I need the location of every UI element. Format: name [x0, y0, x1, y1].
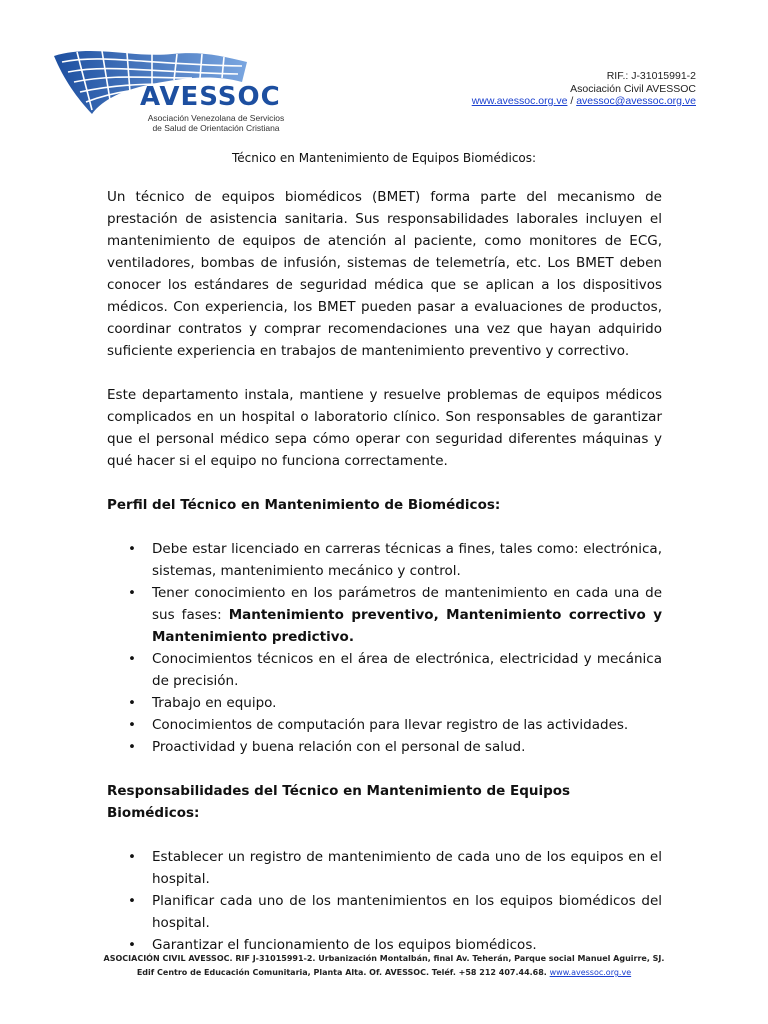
paragraph-intro: Un técnico de equipos biomédicos (BMET) forma parte del mecanismo de prestación de asistencia sanitaria. Sus responsabilidades laborales incluyen el mantenimiento de equipos de atención al paciente, como monitores de ECG, ventiladores, bombas de infusión, sistemas de telemetría, etc. Los BMET deben conocer los estándares de seguridad médica que se aplican a los dispositivos médicos. Con experiencia, los BMET pueden pasar a evaluaciones de productos, coordinar contratos y comprar recomendaciones una vez que hayan adquirido suficiente experiencia en trabajos de mantenimiento preventivo y correctivo.: [107, 189, 662, 359]
header-contact: [472, 70, 696, 108]
org-name: Asociación Civil AVESSOC: [570, 82, 696, 95]
website-link[interactable]: www.avessoc.org.ve: [471, 95, 568, 107]
list-item: • Conocimientos de computación para llevar registro de las actividades.: [152, 714, 662, 736]
list-item-bold-text: Mantenimiento preventivo, Mantenimiento correctivo y Mantenimiento predictivo.: [152, 607, 663, 645]
list-item: [152, 582, 662, 648]
paragraph-department: Este departamento instala, mantiene y resuelve problemas de equipos médicos complicados en un hospital o laboratorio clínico. Son responsables de garantizar que el personal médico sepa cómo operar con seguridad diferentes máquinas y qué hacer si el equipo no funciona correctamente.: [107, 387, 662, 469]
logo-subtitle: Asociación Venezolana de Servicios de Salud de Orientación Cristiana: [147, 113, 285, 133]
list-item: • Planificar cada uno de los mantenimientos en los equipos biomédicos del hospital.: [152, 890, 662, 934]
responsibilities-list: [107, 846, 662, 956]
list-item: • Conocimientos técnicos en el área de electrónica, electricidad y mecánica de precisión.: [152, 648, 662, 692]
list-item: • Proactividad y buena relación con el personal de salud.: [152, 736, 662, 758]
profile-list: [107, 538, 662, 758]
responsibilities-heading: Responsabilidades del Técnico en Mantenimiento de Equipos Biomédicos:: [107, 783, 571, 821]
logo-brand-text: AVESSOC: [140, 82, 281, 112]
avessoc-logo: [52, 48, 287, 140]
email-link[interactable]: avessoc@avessoc.org.ve: [576, 95, 696, 107]
document-title: Técnico en Mantenimiento de Equipos Biomédicos:: [231, 151, 537, 165]
list-item-text: Tener conocimiento en los parámetros de mantenimiento en cada una de sus fases:: [152, 585, 662, 623]
list-item: • Trabajo en equipo.: [152, 692, 662, 714]
footer-line-2: [0, 966, 768, 980]
rif-text: RIF.: J-31015991-2: [606, 70, 696, 82]
list-item: • Debe estar licenciado en carreras técnicas a fines, tales como: electrónica, sistemas, mantenimiento mecánico y control.: [152, 538, 662, 582]
footer-address: Edif Centro de Educación Comunitaria, Planta Alta. Of. AVESSOC. Teléf. +58 212 407.44.68.: [136, 968, 550, 977]
profile-heading: Perfil del Técnico en Mantenimiento de Biomédicos:: [107, 497, 501, 513]
link-separator: /: [567, 95, 577, 107]
footer-website-link[interactable]: www.avessoc.org.ve: [549, 968, 632, 977]
list-item: • Establecer un registro de mantenimiento de cada uno de los equipos en el hospital.: [152, 846, 662, 890]
list-item: • Garantizar el funcionamiento de los equipos biomédicos.: [152, 934, 662, 956]
document-body: [107, 186, 662, 978]
footer-line-1: ASOCIACIÓN CIVIL AVESSOC. RIF J-31015991-2. Urbanización Montalbán, final Av. Teherán, Parque social Manuel Aguirre, SJ.: [103, 954, 665, 963]
page-footer: [0, 952, 768, 980]
header-links: [472, 95, 696, 108]
